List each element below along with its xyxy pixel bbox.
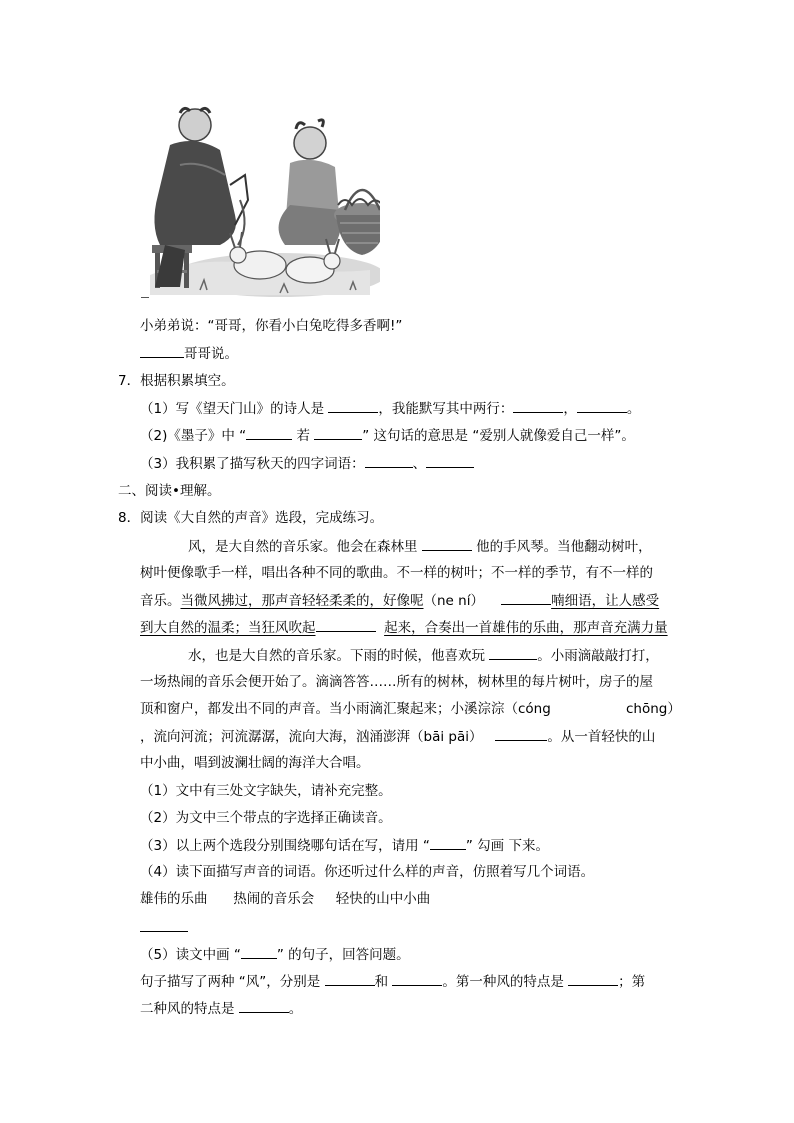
q8-sub5-line1: 句子描写了两种 “风”，分别是 和 。第一种风的特点是 ；第 (140, 971, 645, 992)
dialogue-speech: 小弟弟说：“哥哥，你看小白兔吃得多香啊!” (140, 318, 403, 334)
example-word: 轻快的山中小曲 (335, 891, 431, 907)
answer-blank[interactable] (495, 726, 547, 741)
passage-para2-line2: 一场热闹的音乐会便开始了。滴滴答答……所有的树林，树林里的每片树叶，房子的屋 (140, 674, 653, 690)
passage-para2-line3: 顶和窗户，都发出不同的声音。当小雨滴汇聚起来；小溪淙淙（cóng (140, 701, 551, 717)
q7-part3: （3）我积累了描写秋天的四字词语： 、 (140, 453, 474, 474)
passage-para1-line1: 风，是大自然的音乐家。他会在森林里 他的手风琴。当他翻动树叶， (188, 536, 652, 557)
passage-para1-line2: 树叶便像歌手一样，唱出各种不同的歌曲。不一样的树叶；不一样的季节，有不一样的 (140, 565, 653, 581)
answer-blank[interactable] (568, 971, 618, 986)
answer-blank[interactable] (577, 398, 627, 413)
q8-sub5-line2: 二种风的特点是 。 (140, 998, 302, 1019)
q7-title: 7．根据积累填空。 (118, 373, 235, 389)
underline-sample (430, 835, 466, 850)
answer-blank[interactable] (140, 343, 184, 358)
q8-sub3: （3）以上两个选段分别围绕哪句话在写，请用 “ ” 勾画 下来。 (140, 835, 549, 856)
q8-sub1: （1）文中有三处文字缺失，请补充完整。 (140, 783, 392, 799)
section-heading-reading: 二、阅读•理解。 (118, 483, 221, 499)
example-words (140, 889, 430, 909)
q8-sub4: （4）读下面描写声音的词语。你还听过什么样的声音，仿照着写几个词语。 (140, 864, 595, 880)
answer-blank[interactable] (314, 425, 362, 440)
q8-sub5: （5）读文中画 “ ” 的句子，回答问题。 (140, 944, 410, 965)
answer-blank[interactable] (325, 971, 375, 986)
pinyin-option: chōng） (626, 701, 681, 717)
answer-blank[interactable] (426, 453, 474, 468)
answer-blank[interactable] (246, 425, 292, 440)
q7-part2: （2)《墨子》中 “ 若 ” 这句话的意思是 “爱别人就像爱自己一样”。 (140, 425, 635, 446)
short-dash (141, 297, 149, 298)
passage-para2-line5: 中小曲，唱到波澜壮阔的海洋大合唱。 (140, 755, 370, 771)
passage-para2-line1: 水，也是大自然的音乐家。下雨的时候，他喜欢玩 。小雨滴敲敲打打， (188, 645, 659, 666)
answer-blank-words[interactable] (140, 917, 188, 932)
passage-para1-line4: 到大自然的温柔；当狂风吹起 起来，合奏出一首雄伟的乐曲，那声音充满力量 (140, 617, 668, 638)
answer-blank[interactable] (239, 998, 289, 1013)
answer-blank[interactable] (365, 453, 413, 468)
passage-para2-line4: ，流向河流；河流潺潺，流向大海，汹涌澎湃（bāi pāi） 。从一首轻快的山 (140, 726, 655, 747)
answer-blank[interactable] (422, 536, 472, 551)
illustration-children-feeding-rabbits (140, 105, 380, 300)
example-word: 雄伟的乐曲 (140, 891, 208, 907)
answer-blank[interactable] (489, 645, 537, 660)
q8-title: 8．阅读《大自然的声音》选段，完成练习。 (118, 510, 384, 526)
answer-blank[interactable] (328, 398, 378, 413)
example-word: 热闹的音乐会 (233, 891, 315, 907)
q8-sub2: （2）为文中三个带点的字选择正确读音。 (140, 810, 392, 826)
answer-blank[interactable] (392, 971, 442, 986)
q7-part1: （1）写《望天门山》的诗人是 ，我能默写其中两行： ， 。 (140, 398, 640, 419)
answer-blank[interactable] (513, 398, 563, 413)
answer-blank[interactable] (316, 617, 376, 632)
underline-sample (241, 944, 277, 959)
dialogue-reply: 哥哥说。 (140, 343, 238, 364)
answer-blank[interactable] (501, 590, 551, 605)
passage-para1-line3: 音乐。当微风拂过，那声音轻轻柔柔的，好像呢（ne ní） 喃细语，让人感受 (140, 590, 659, 611)
